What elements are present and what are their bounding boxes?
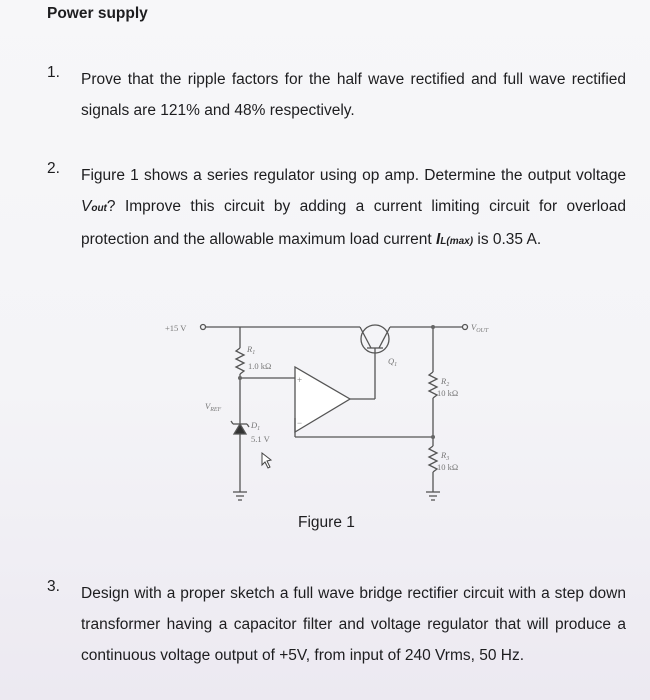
zener-bend-left — [231, 421, 233, 424]
opamp-minus-label: − — [297, 418, 303, 428]
question-2-text — [81, 160, 626, 257]
question-text — [81, 578, 626, 671]
r3-value: 10 kΩ — [437, 462, 459, 472]
vin-label: +15 V — [165, 323, 187, 333]
question-2-text-a: Figure 1 shows a series regulator using op amp. Determine the output voltage — [81, 167, 626, 184]
zener-bend-right — [247, 424, 249, 427]
question-text — [81, 160, 626, 257]
vout-subscript: out — [91, 203, 107, 214]
circuit-figure — [145, 312, 525, 512]
opamp-plus-label: + — [297, 375, 303, 385]
resistor-r3 — [429, 446, 437, 472]
d1-value: 5.1 V — [251, 434, 270, 444]
resistor-r2 — [429, 372, 437, 398]
question-2-text-b: ? Improve this circuit by adding a current limiting circuit for overload protection and the allowable maximum load current — [81, 198, 626, 248]
zener-diode-d1 — [234, 424, 246, 434]
resistor-r1 — [236, 348, 244, 374]
junction-dot-output — [431, 325, 435, 329]
op-amp — [295, 367, 350, 432]
vout-label: $V_{OUT}$ — [471, 322, 489, 334]
question-3-text: Design with a proper sketch a full wave bridge rectifier circuit with a step down transformer having a capacitor filter and voltage regulator that will produce a continuous voltage output of +5V, from input of 240 Vrms, 50 Hz. — [81, 585, 626, 664]
vout-symbol: V — [81, 198, 92, 215]
series-regulator-schematic — [145, 312, 525, 512]
question-number: 3. — [47, 578, 60, 595]
question-1-text: Prove that the ripple factors for the half wave rectified and full wave rectified signals are 121% and 48% respectively. — [81, 71, 626, 119]
q1-name: $Q_1$ — [388, 356, 398, 368]
question-number: 1. — [47, 64, 60, 81]
r3-name: $R_3$ — [441, 450, 450, 462]
figure-caption: Figure 1 — [298, 514, 355, 531]
mouse-cursor-icon — [262, 453, 271, 468]
r1-value: 1.0 kΩ — [248, 361, 272, 371]
d1-name: $D_1$ — [251, 420, 261, 432]
r1-name: $R_1$ — [247, 344, 256, 356]
question-number: 2. — [47, 160, 60, 177]
page-title: Power supply — [47, 5, 148, 22]
vref-label: $V_{REF}$ — [205, 401, 222, 413]
junction-dot-vref — [238, 376, 242, 380]
vin-terminal — [201, 325, 206, 330]
junction-dot-feedback — [431, 435, 435, 439]
question-text — [81, 64, 626, 126]
question-2-text-c: is 0.35 A. — [473, 231, 542, 248]
r2-value: 10 kΩ — [437, 388, 459, 398]
r2-name: $R_2$ — [441, 376, 450, 388]
il-subscript: L(max) — [440, 236, 474, 247]
vout-terminal — [463, 325, 468, 330]
il-symbol: I — [435, 231, 441, 248]
